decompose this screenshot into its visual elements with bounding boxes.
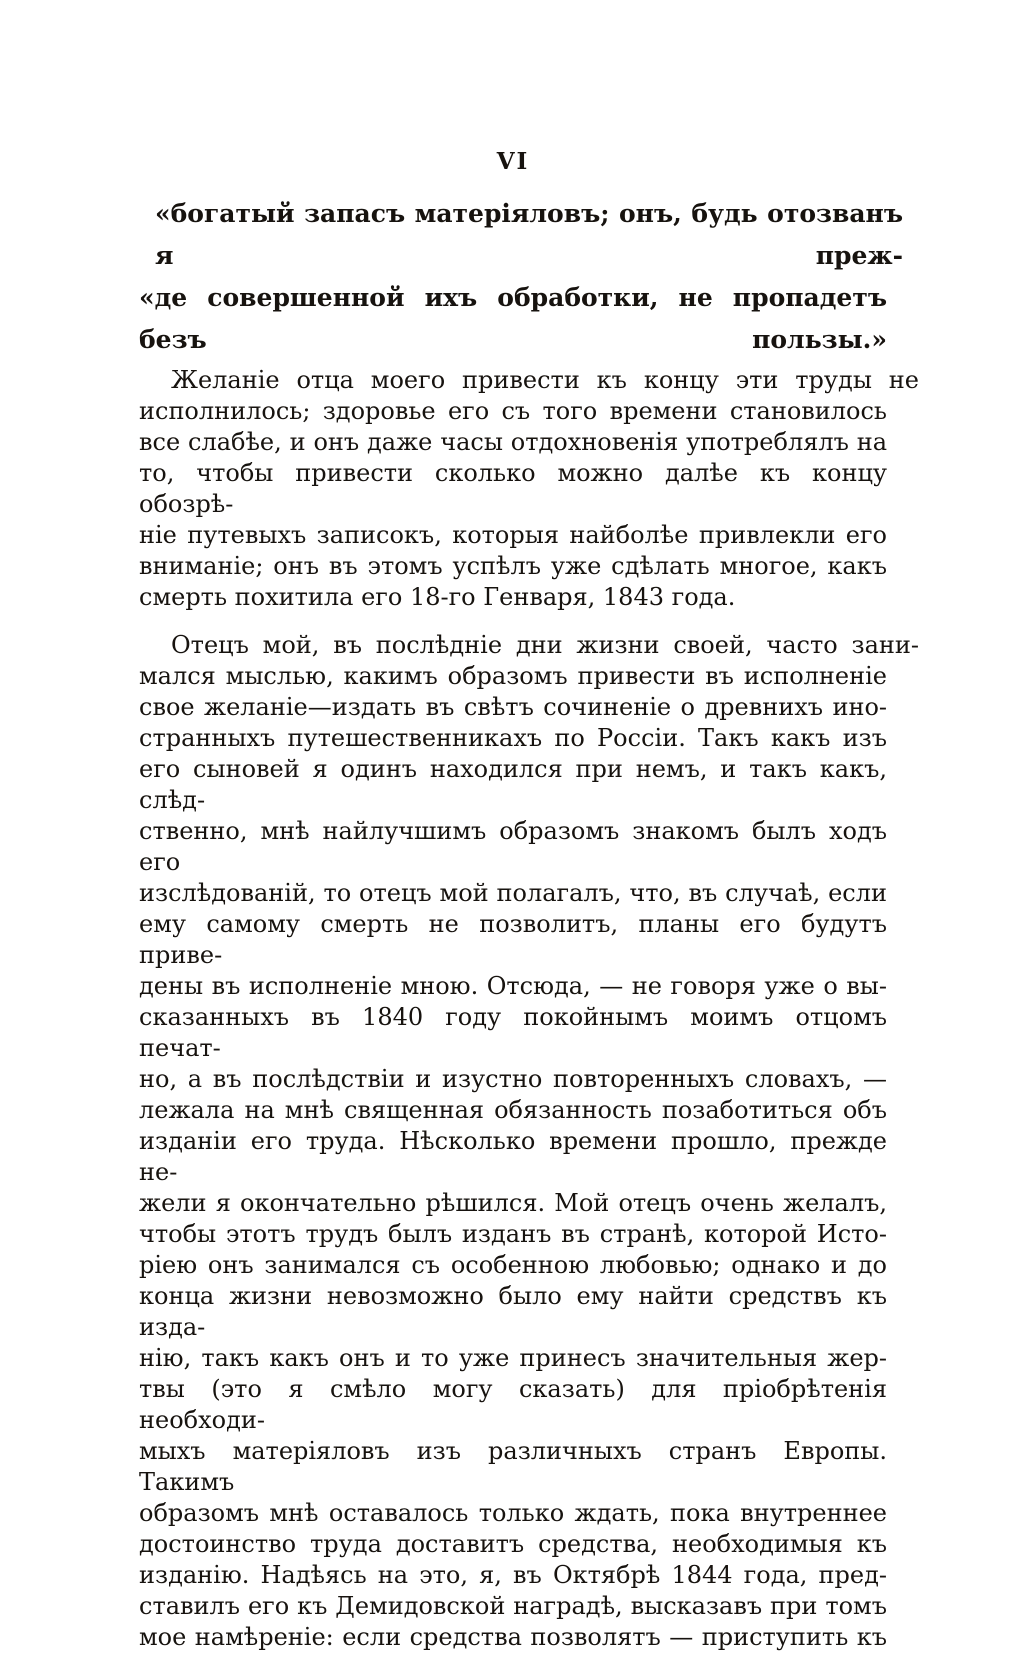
text-line: дены въ исполненіе мною. Отсюда, — не говоря уже о вы- (139, 972, 887, 1000)
quote-line: «де совершенной ихъ обработки, не пропадетъ безъ пользы.» (139, 283, 887, 354)
text-line: ственно, мнѣ найлучшимъ образомъ знакомъ былъ ходъ его (139, 817, 887, 876)
page-number: VI (496, 148, 530, 175)
text-line: ставилъ его къ Демидовской наградѣ, высказавъ при томъ (139, 1592, 887, 1620)
text-line: мое намѣреніе: если средства позволятъ — приступить къ (139, 1623, 887, 1651)
text-line: сказанныхъ въ 1840 году покойнымъ моимъ отцомъ печат- (139, 1003, 887, 1062)
text-line: твы (это я смѣло могу сказать) для пріобрѣтенія необходи- (139, 1375, 887, 1434)
text-line: нію, такъ какъ онъ и то уже принесъ значительныя жер- (139, 1344, 887, 1372)
text-line: исполнилось; здоровье его съ того времени становилось (139, 397, 887, 425)
text-line: Желаніе отца моего привести къ концу эти труды не (171, 366, 919, 394)
text-line: его сыновей я одинъ находился при немъ, и такъ какъ, слѣд- (139, 755, 887, 814)
text-line: лежала на мнѣ священная обязанность позаботиться объ (139, 1096, 887, 1124)
text-line: странныхъ путешественникахъ по Россіи. Такъ какъ изъ (139, 724, 887, 752)
text-line: конца жизни невозможно было ему найти средствъ къ изда- (139, 1282, 887, 1341)
text-line: ніе путевыхъ записокъ, которыя найболѣе привлекли его (139, 521, 887, 549)
text-line: ему самому смерть не позволитъ, планы его будутъ приве- (139, 910, 887, 969)
text-line: изслѣдованій, то отецъ мой полагалъ, что, въ случаѣ, если (139, 879, 887, 907)
text-line: вниманіе; онъ въ этомъ успѣлъ уже сдѣлать многое, какъ (139, 552, 887, 580)
text-line: мался мыслью, какимъ образомъ привести въ исполненіе (139, 662, 887, 690)
text-block (139, 148, 919, 1653)
text-line: образомъ мнѣ оставалось только ждать, пока внутреннее (139, 1499, 887, 1527)
paragraph-1 (139, 365, 919, 613)
text-line: ріею онъ занимался съ особенною любовью; однако и до (139, 1251, 887, 1279)
paragraph-2 (139, 630, 919, 1653)
text-line: мыхъ матеріяловъ изъ различныхъ странъ Европы. Такимъ (139, 1437, 887, 1496)
text-line: жели я окончательно рѣшился. Мой отецъ очень желалъ, (139, 1189, 887, 1217)
text-line: смерть похитила его 18-го Генваря, 1843 года. (139, 583, 736, 611)
quote-line: «богатый запасъ матеріяловъ; онъ, будь отозванъ я преж- (155, 199, 903, 270)
text-line: то, чтобы привести сколько можно далѣе къ концу обозрѣ- (139, 459, 887, 518)
text-line: но, а въ послѣдствіи и изустно повторенныхъ словахъ, — (139, 1065, 887, 1093)
text-line: свое желаніе—издать въ свѣтъ сочиненіе о древнихъ ино- (139, 693, 887, 721)
text-line: достоинство труда доставитъ средства, необходимыя къ (139, 1530, 887, 1558)
text-line: Отецъ мой, въ послѣдніе дни жизни своей, часто зани- (171, 631, 919, 659)
text-line: изданію. Надѣясь на это, я, въ Октябрѣ 1844 года, пред- (139, 1561, 887, 1589)
opening-quote-block (139, 193, 903, 361)
text-line: все слабѣе, и онъ даже часы отдохновенія употреблялъ на (139, 428, 887, 456)
text-line: чтобы этотъ трудъ былъ изданъ въ странѣ, которой Исто- (139, 1220, 887, 1248)
text-line: изданіи его труда. Нѣсколько времени прошло, прежде не- (139, 1127, 887, 1186)
